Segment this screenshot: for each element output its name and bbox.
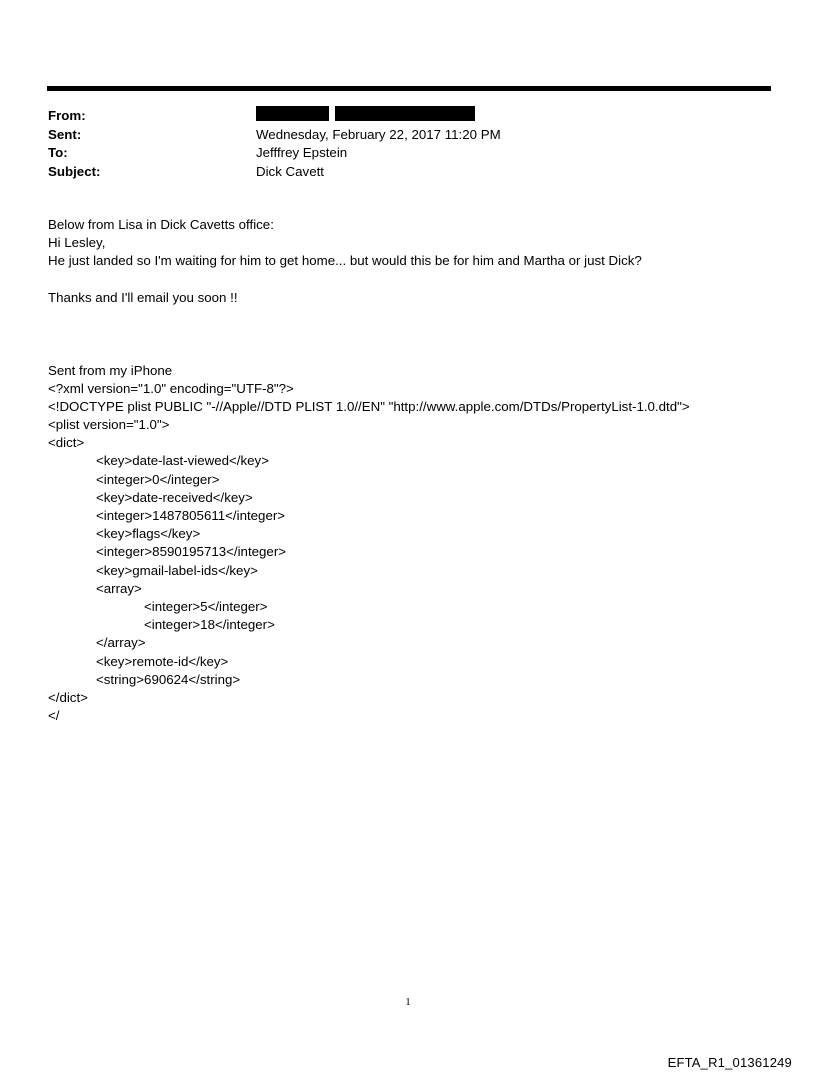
dict-line: <integer>0</integer> [96,471,220,487]
sent-label: Sent: [48,126,82,142]
from-label: From: [48,108,86,123]
from-value [256,107,475,126]
redaction-box [256,106,329,121]
email-body [48,216,778,725]
dict-line: <key>remote-id</key> [96,653,229,669]
dict-line: <string>690624</string> [96,671,241,687]
from-row [48,107,748,126]
dict-line: <key>date-received</key> [96,489,253,505]
signature-line: Sent from my iPhone [48,362,173,378]
xml-declaration: <?xml version="1.0" encoding="UTF-8"?> [48,380,294,396]
page-number: 1 [405,996,411,1008]
message-line: Below from Lisa in Dick Cavetts office: [48,217,274,232]
dict-line: <key>gmail-label-ids</key> [96,562,258,578]
sent-row [48,126,748,145]
plist-open: <plist version="1.0"> [48,417,170,433]
dict-line: <key>flags</key> [96,526,201,542]
bates-number: EFTA_R1_01361249 [667,1055,792,1070]
dict-line: </array> [96,635,146,651]
dict-line: <array> [96,580,142,596]
dict-line: <key>date-last-viewed</key> [96,453,269,469]
to-label: To: [48,145,68,160]
array-item: <integer>5</integer> [144,598,268,614]
subject-value: Dick Cavett [256,163,324,179]
doctype-line: <!DOCTYPE plist PUBLIC "-//Apple//DTD PLIST 1.0//EN" "http://www.apple.com/DTDs/PropertyList-1.0.dtd"> [48,398,690,414]
closing-line: Thanks and I'll email you soon !! [48,289,238,305]
message-line: He just landed so I'm waiting for him to get home... but would this be for him and Martha or just Dick? [48,253,642,269]
to-row [48,144,748,163]
message-line: Hi Lesley, [48,235,106,251]
subject-row [48,163,748,182]
dict-line: <integer>1487805611</integer> [96,508,286,524]
email-header [48,107,748,181]
sent-value: Wednesday, February 22, 2017 11:20 PM [256,126,501,142]
subject-label: Subject: [48,163,101,179]
dict-close: </dict> [48,689,88,705]
header-rule [47,86,771,91]
trailing-fragment: </ [48,708,60,724]
dict-open: <dict> [48,435,85,451]
redaction-box [335,106,475,121]
to-value: Jefffrey Epstein [256,145,348,160]
array-item: <integer>18</integer> [144,617,275,633]
dict-line: <integer>8590195713</integer> [96,544,287,560]
